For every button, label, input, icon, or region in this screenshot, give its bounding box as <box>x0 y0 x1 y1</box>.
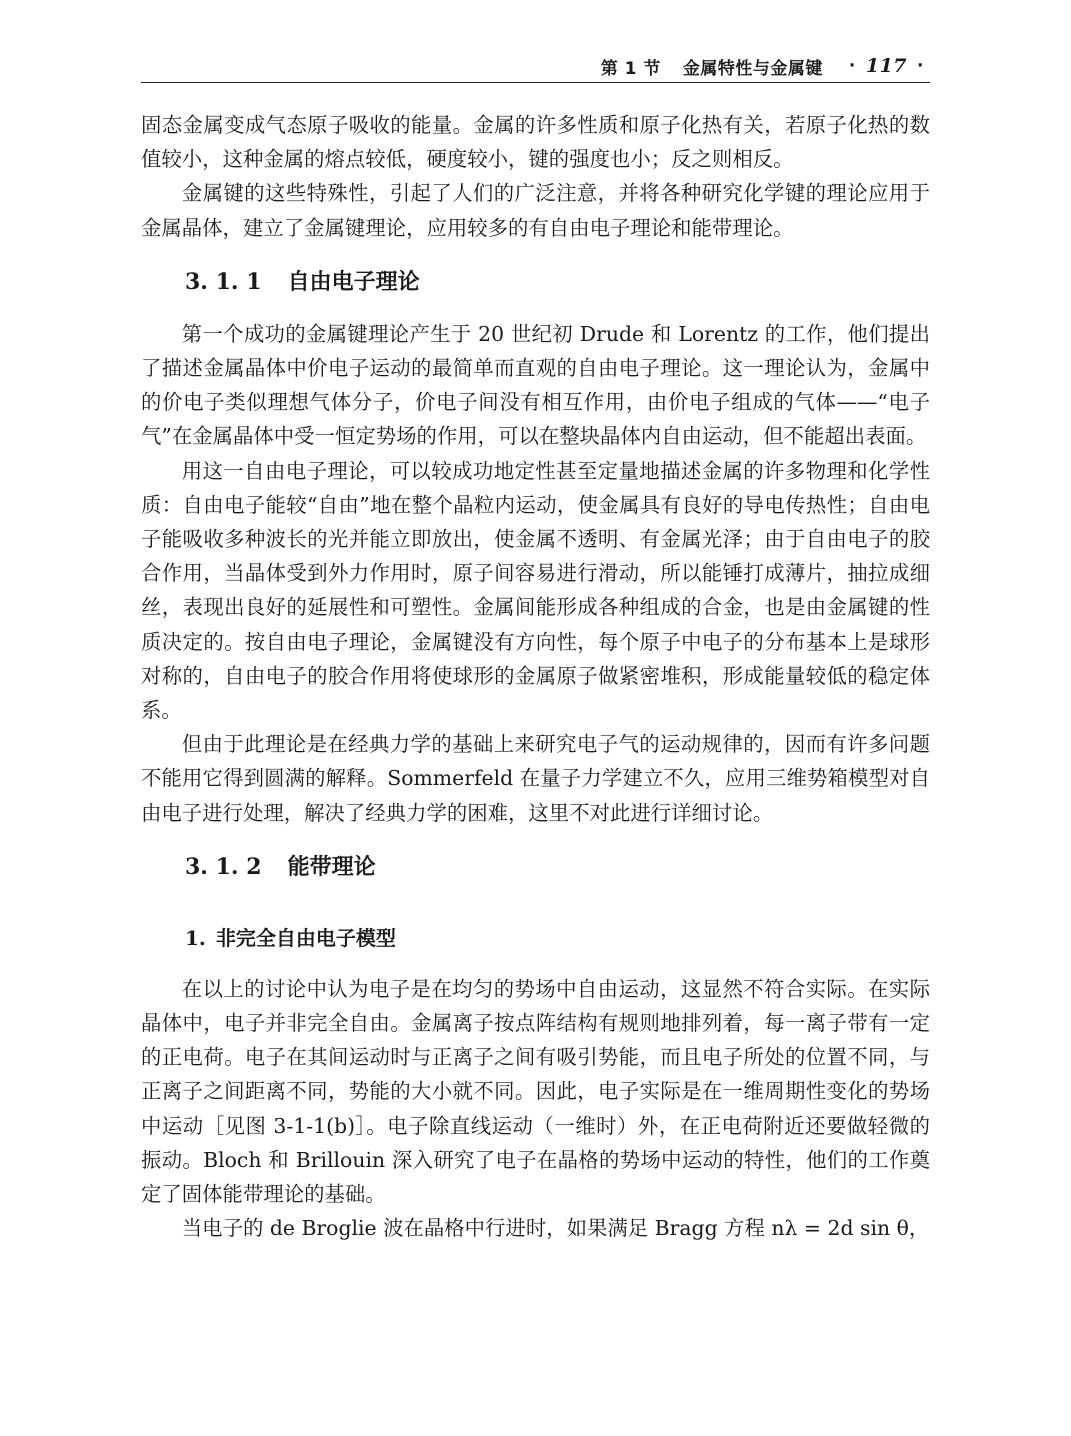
header-section-title: 金属特性与金属键 <box>682 58 823 79</box>
section-heading-3-1-1 <box>141 265 930 300</box>
section-heading-3-1-2 <box>141 850 930 885</box>
header-bullet-right: · <box>917 56 924 76</box>
paragraph-continued: 固态金属变成气态原子吸收的能量。金属的许多性质和原子化热有关，若原子化热的数值较小，这种金属的熔点较低，硬度较小，键的强度也小；反之则相反。 <box>141 113 930 172</box>
paragraph: 金属键的这些特殊性，引起了人们的广泛注意，并将各种研究化学键的理论应用于金属晶体，建立了金属键理论，应用较多的有自由电子理论和能带理论。 <box>141 181 930 240</box>
section-title: 能带理论 <box>287 854 376 880</box>
paragraph: 第一个成功的金属键理论产生于 20 世纪初 Drude 和 Lorentz 的工作，他们提出了描述金属晶体中价电子运动的最简单而直观的自由电子理论。这一理论认为，金属中的价电子类似理想气体分子，价电子间没有相互作用，由价电子组成的气体——“电子气”在金属晶体中受一恒定势场的作用，可以在整块晶体内自由运动，但不能超出表面。 <box>141 321 930 449</box>
paragraph: 但由于此理论是在经典力学的基础上来研究电子气的运动规律的，因而有许多问题不能用它得到圆满的解释。Sommerfeld 在量子力学建立不久，应用三维势箱模型对自由电子进行处理，解决了经典力学的困难，这里不对此进行详细讨论。 <box>141 732 930 825</box>
subsection-number: 1. <box>185 925 206 950</box>
subsection-title: 非完全自由电子模型 <box>215 925 396 950</box>
section-number: 3. 1. 2 <box>185 853 262 880</box>
page-number: 117 <box>865 55 908 77</box>
section-number: 3. 1. 1 <box>185 268 262 295</box>
header-section-number: 第 1 节 <box>600 58 661 79</box>
section-title: 自由电子理论 <box>287 269 420 295</box>
paragraph: 用这一自由电子理论，可以较成功地定性甚至定量地描述金属的许多物理和化学性质：自由电子能较“自由”地在整个晶粒内运动，使金属具有良好的导电传热性；自由电子能吸收多种波长的光并能立即放出，使金属不透明、有金属光泽；由于自由电子的胶合作用，当晶体受到外力作用时，原子间容易进行滑动，所以能锤打成薄片，抽拉成细丝，表现出良好的延展性和可塑性。金属间能形成各种组成的合金，也是由金属键的性质决定的。按自由电子理论，金属键没有方向性，每个原子中电子的分布基本上是球形对称的，自由电子的胶合作用将使球形的金属原子做紧密堆积，形成能量较低的稳定体系。 <box>141 458 930 723</box>
running-header <box>141 50 930 83</box>
paragraph: 在以上的讨论中认为电子是在均匀的势场中自由运动，这显然不符合实际。在实际晶体中，电子并非完全自由。金属离子按点阵结构有规则地排列着，每一离子带有一定的正电荷。电子在其间运动时与正离子之间有吸引势能，而且电子所处的位置不同，与正离子之间距离不同，势能的大小就不同。因此，电子实际是在一维周期性变化的势场中运动［见图 3-1-1(b)］。电子除直线运动（一维时）外，在正电荷附近还要做轻微的振动。Bloch 和 Brillouin 深入研究了电子在晶格的势场中运动的特性，他们的工作奠定了固体能带理论的基础。 <box>141 976 930 1207</box>
subsection-heading-1 <box>141 921 930 955</box>
paragraph-with-equation: 当电子的 de Broglie 波在晶格中行进时，如果满足 Bragg 方程 nλ = 2d sin θ， <box>181 1216 930 1241</box>
header-bullet-left: · <box>848 56 856 76</box>
body-text <box>141 108 930 1245</box>
